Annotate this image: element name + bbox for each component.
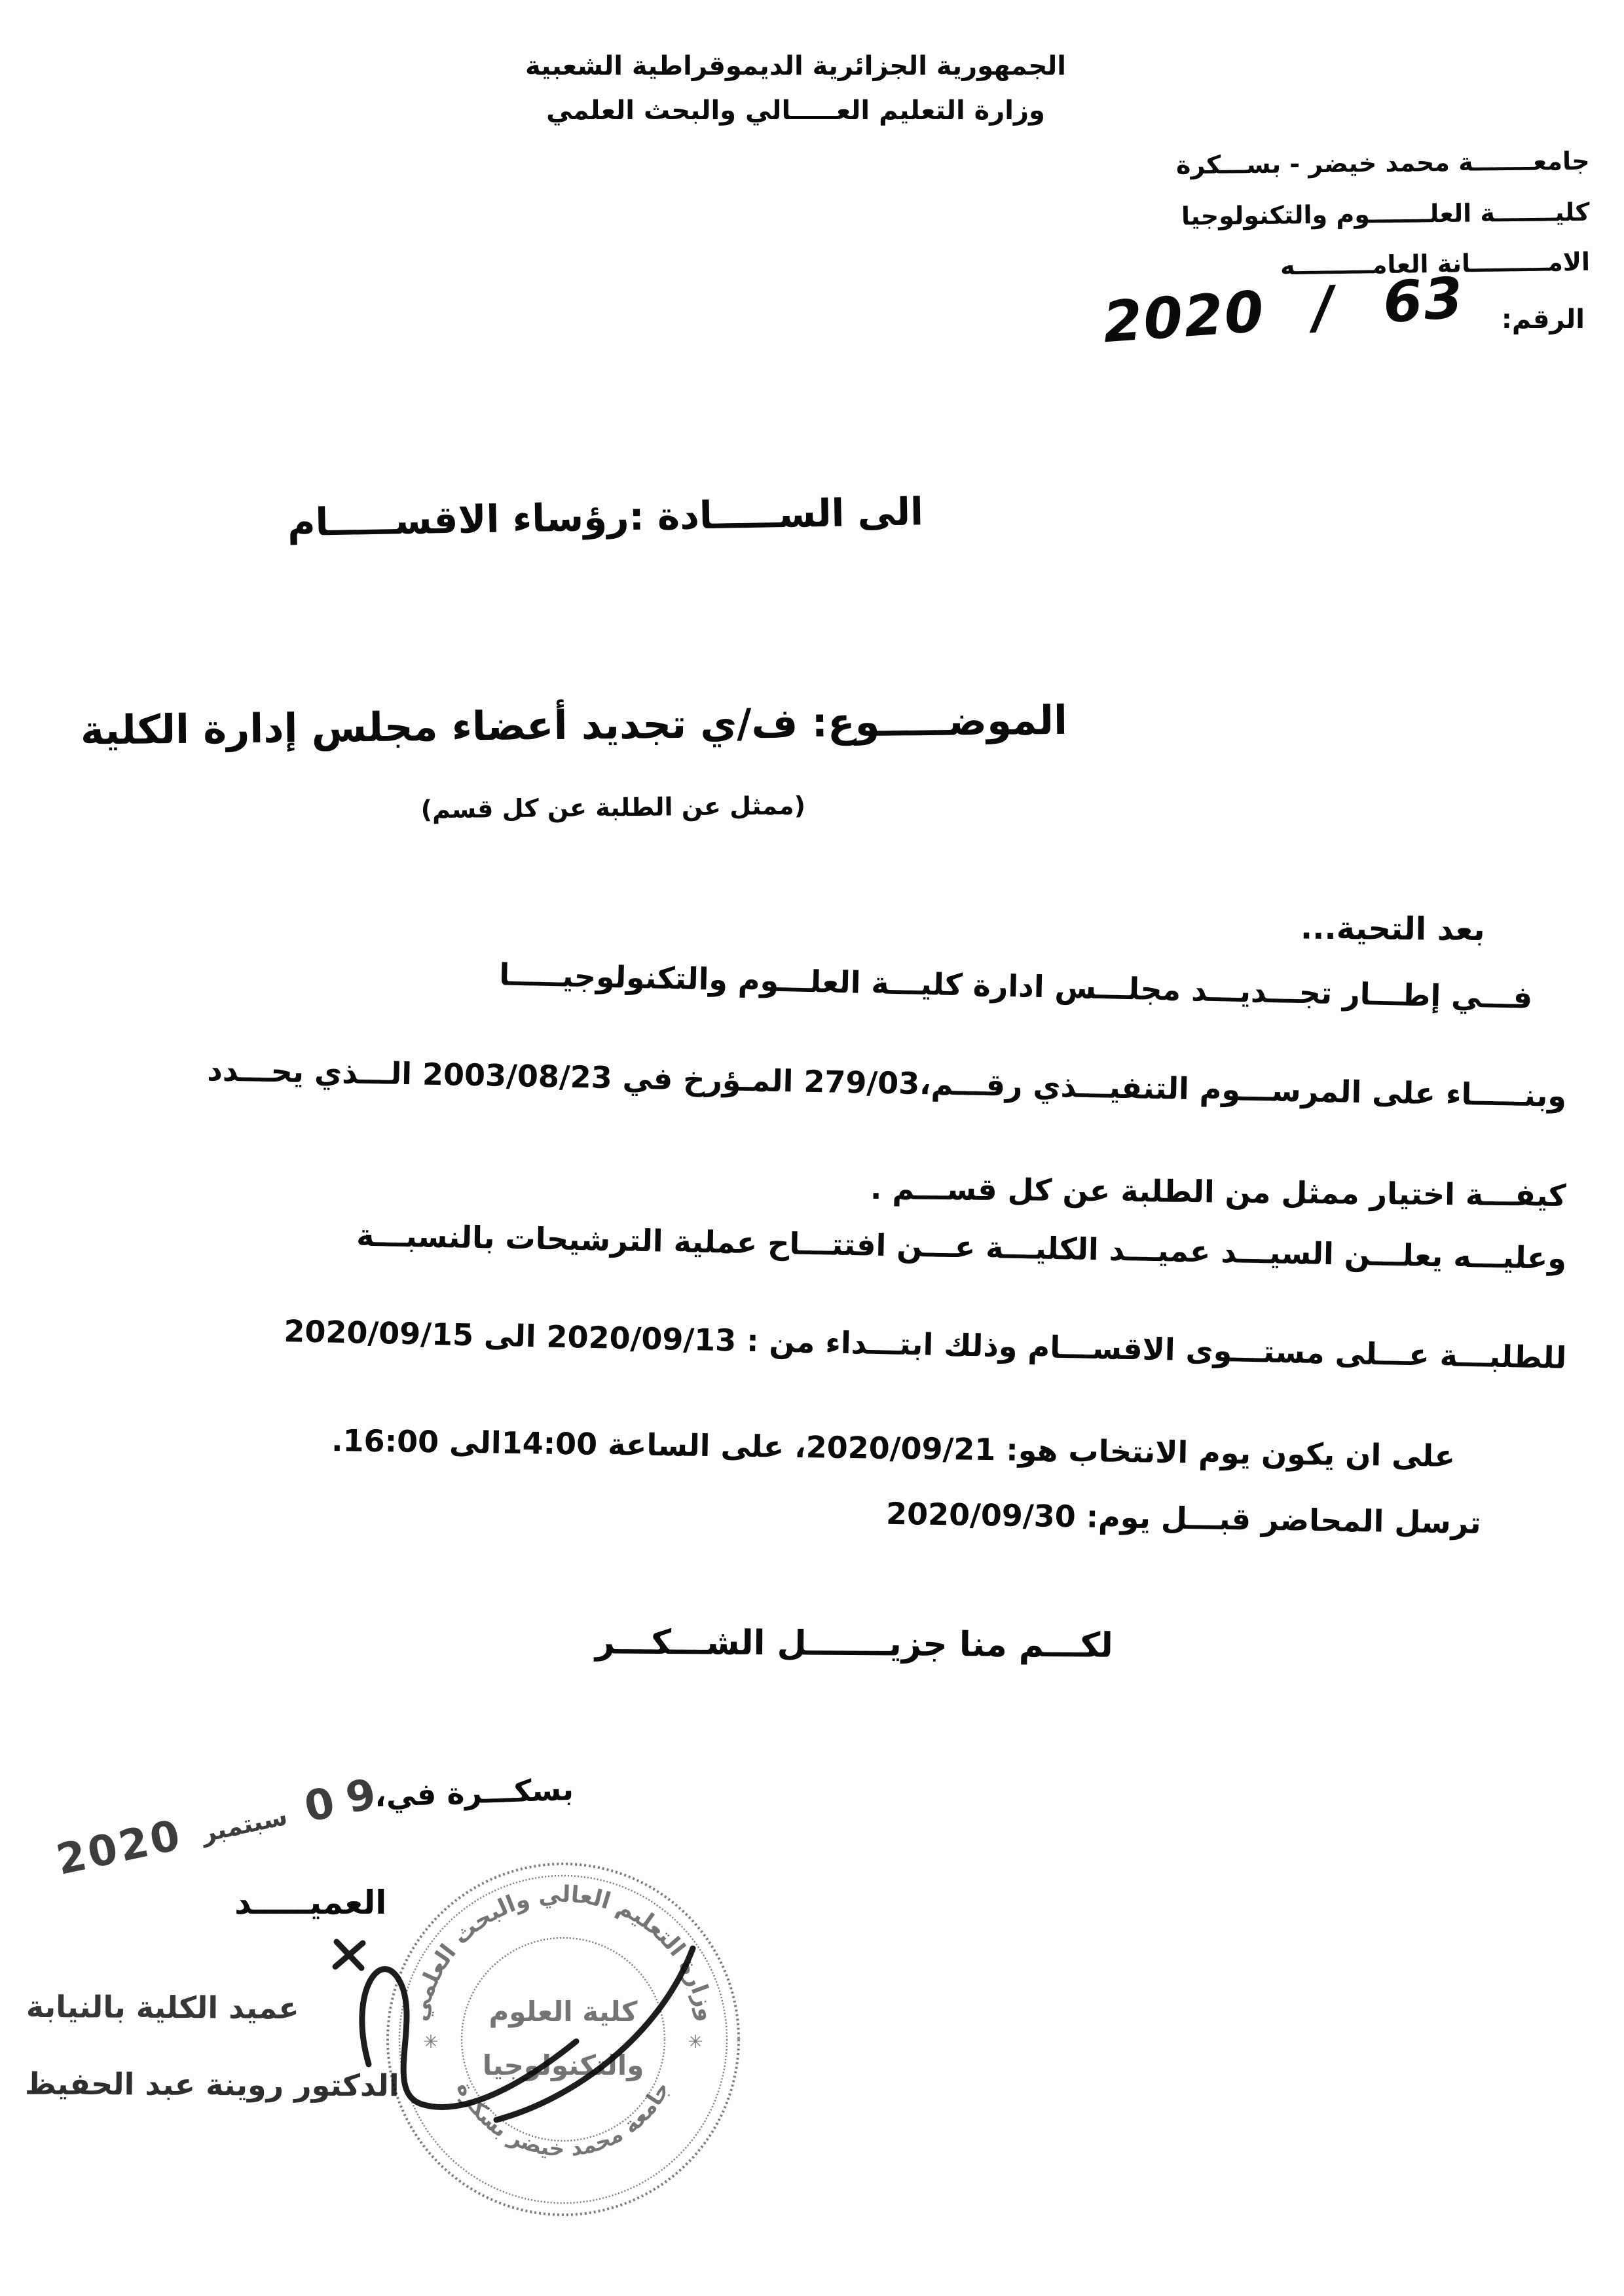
university-line: جامعـــــــة محمد خيضر - بســـكرة [1176, 146, 1591, 180]
subject-line: الموضـــــوع: ف/ي تجديد أعضاء مجلس إدارة الكلية [80, 697, 1068, 754]
greeting-line: بعد التحية... [1301, 909, 1486, 948]
signature-x-mark [335, 1942, 363, 1968]
addressee-line: الى الســـــادة :رؤساء الاقســـــام [287, 489, 924, 545]
ministry-header-line: وزارة التعليم العـــــالي والبحث العلمي [546, 96, 1045, 126]
dean-title-line: العميـــــد [234, 1884, 387, 1922]
body-paragraph-2: وبنـــــاء على المرســـوم التنفيـــذي رقـــم،279/03 المـؤرخ في 2003/08/23 الـــذي يحـــدد [206, 1052, 1567, 1114]
thanks-line: لكـــم منا جزيـــــــل الشـــكـــر [595, 1622, 1114, 1666]
place-date-line: بسكـــرة في، [374, 1771, 574, 1814]
body-paragraph-7: ترسل المحاضر قبـــل يوم: 2020/09/30 [886, 1495, 1482, 1540]
stamp-star-left-icon: ✳ [423, 2031, 439, 2052]
republic-header-line: الجمهورية الجزائرية الديموقراطية الشعبية [525, 51, 1066, 81]
reference-number-row [1101, 264, 1585, 356]
stamp-center-line1: كلية العلوم [489, 1995, 638, 2028]
stamp-ring-bottom-text: جامعة محمد خيضر بسكرة [451, 2077, 675, 2162]
signature-loop-stroke [362, 1969, 576, 2107]
signature-name-line: الدكتور روينة عبد الحفيظ [24, 2066, 399, 2104]
body-paragraph-5: للطلبـــة عـــلى مستـــوى الاقســـام وذلك ابتـــداء من : 2020/09/13 الى 2020/09/15 [283, 1313, 1567, 1376]
secretariat-line: الامـــــــــانة العامـــــــــه [1280, 247, 1591, 281]
subject-note: (ممثل عن الطلبة عن كل قسم) [420, 791, 806, 824]
signature-title-line: عميد الكلية بالنيابة [26, 1988, 299, 2026]
faculty-line: كليـــــــة العلـــــــوم والتكنولوجيا [1181, 197, 1591, 231]
dean-signature [306, 1923, 765, 2140]
date-stamp [52, 1767, 393, 1885]
stamp-ring-top-text: وزارة التعليم العالي والبحث العلمي [406, 1881, 720, 2024]
body-paragraph-4: وعليـــه يعلـــن السيـــد عميـــد الكليـــة عـــن افتتـــاح عملية الترشيحات بالنسبـــة [356, 1217, 1567, 1276]
body-paragraph-1: فـــي إطـــار تجـــديـــد مجلـــس ادارة كليـــة العلـــوم والتكنولوجيـــــا [498, 957, 1533, 1015]
stamp-star-right-icon: ✳ [688, 2031, 703, 2052]
date-stamp-year: 2020 [52, 1811, 187, 1885]
stamp-center-line2: والتكنولوجيا [482, 2049, 644, 2081]
body-paragraph-3: كيفـــة اختيار ممثل من الطلبة عن كل قســـم . [870, 1170, 1567, 1213]
reference-number-handwritten: 63 / 2020 [1101, 264, 1467, 356]
signature-sweep-stroke [496, 1948, 693, 2120]
date-stamp-day: 09 [300, 1767, 394, 1832]
reference-label: الرقم: [1501, 304, 1585, 335]
body-paragraph-6: على ان يكون يوم الانتخاب هو: 2020/09/21، على الساعة 14:00الى 16:00. [331, 1423, 1456, 1474]
date-stamp-month: سبتمبر [198, 1801, 290, 1848]
